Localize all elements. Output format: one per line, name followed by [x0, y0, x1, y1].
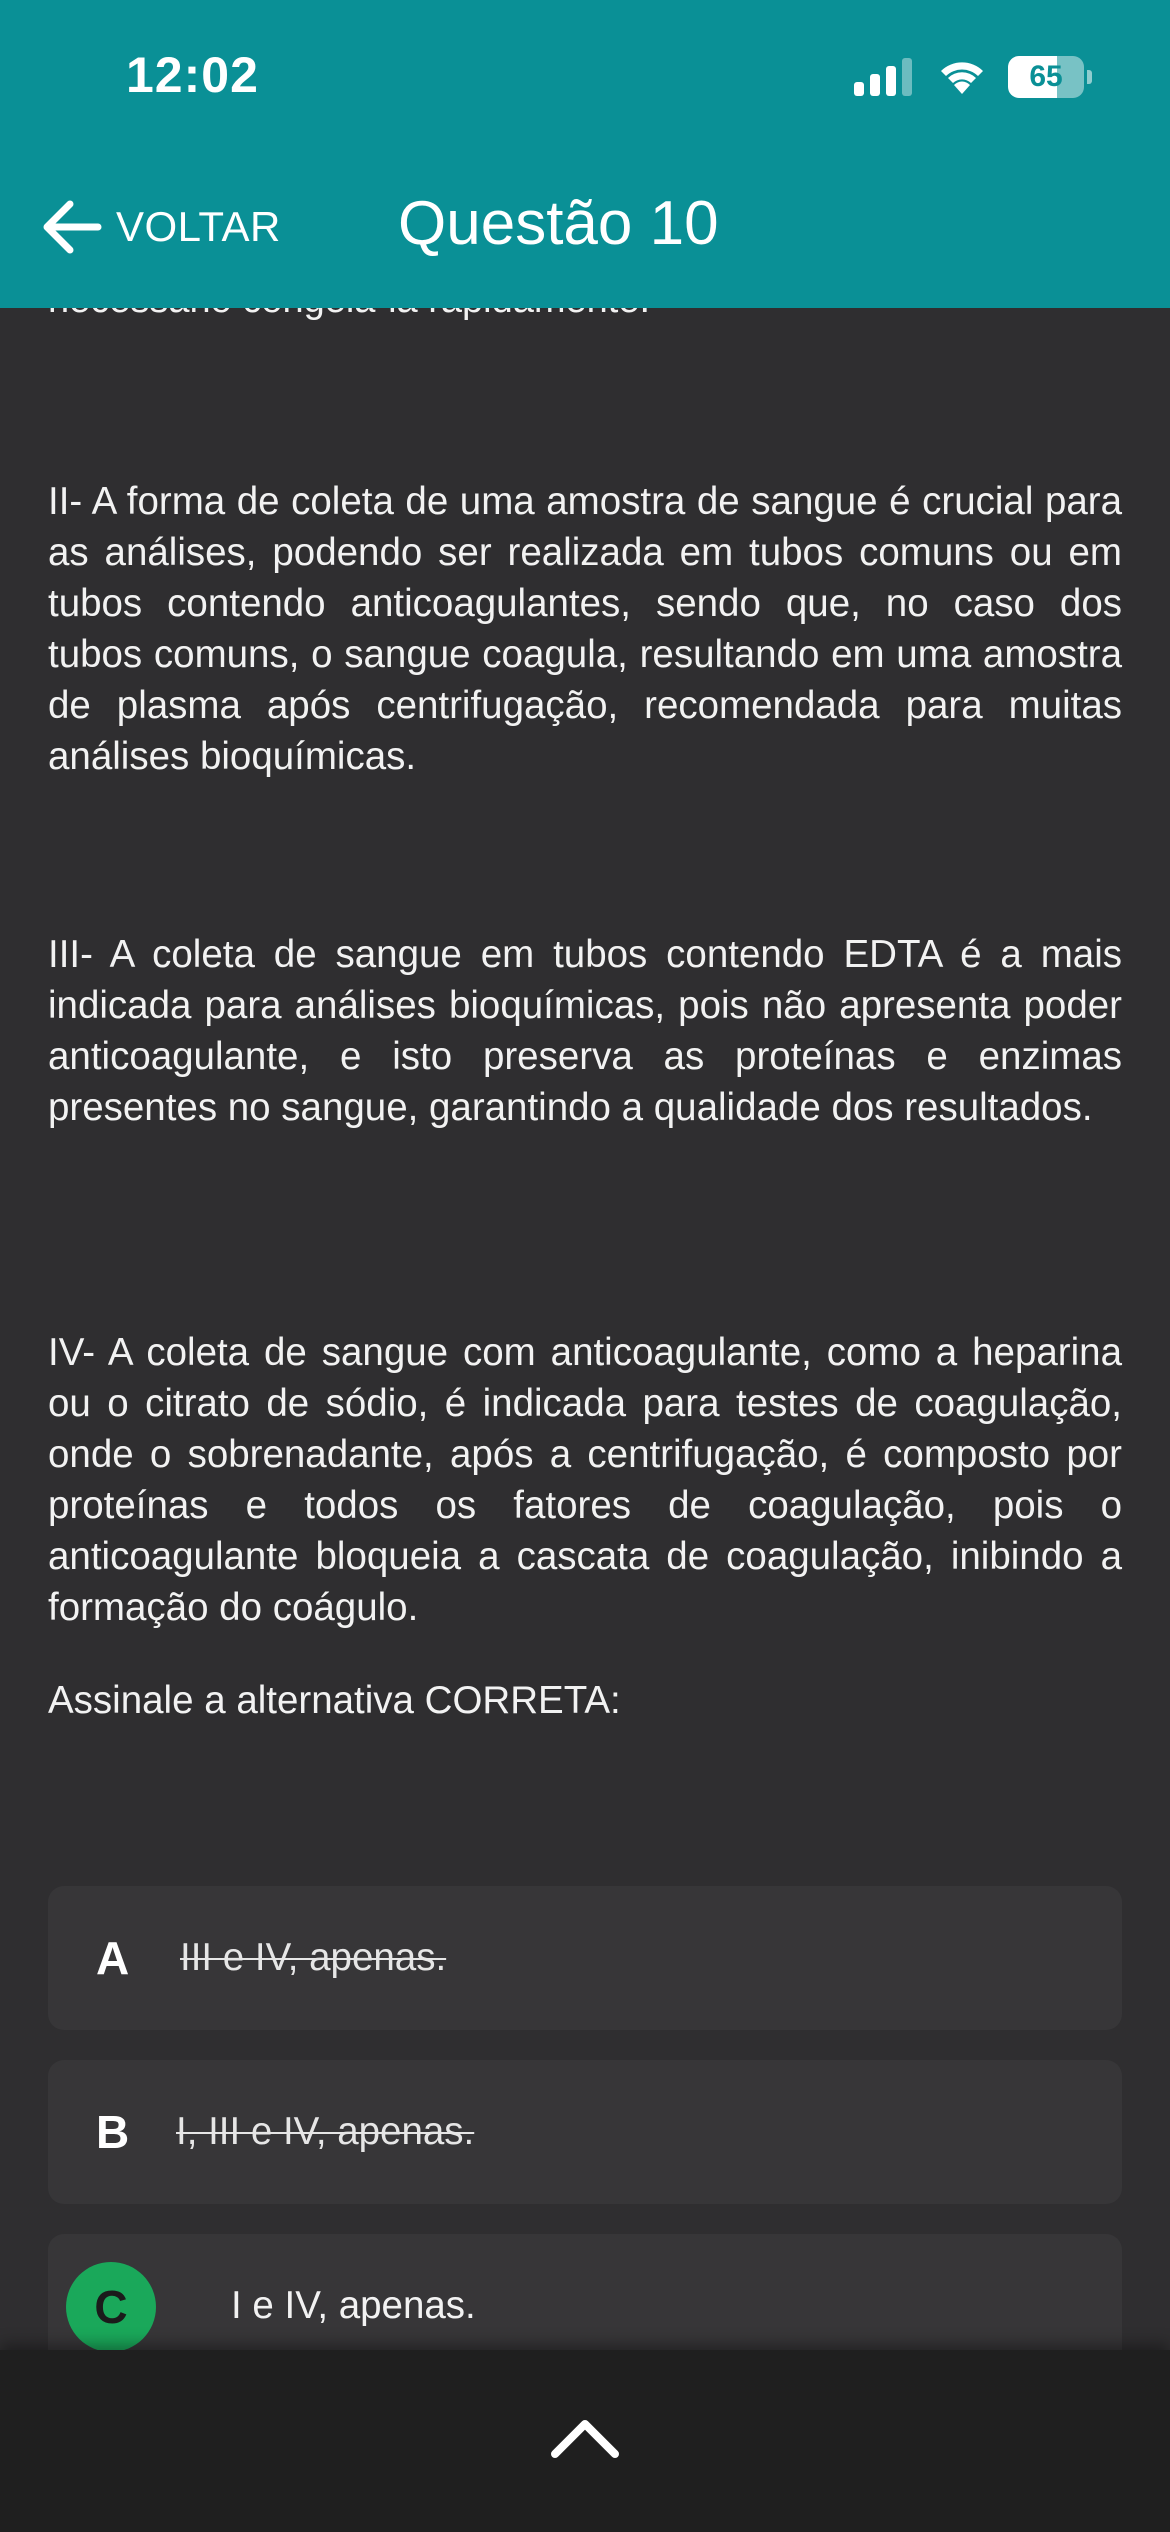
nav-bar — [0, 170, 1170, 280]
statement-iv: IV- A coleta de sangue com anticoagulante, como a heparina ou o citrato de sódio, é indicada para testes de coagulação, onde o sobrenadante, após a centrifugação, é composto por proteínas e todos os fatores de coagulação, pois o anticoagulante bloqueia a cascata de coagulação, inibindo a formação do coágulo. — [48, 1331, 1122, 1629]
back-label: VOLTAR — [116, 203, 281, 250]
back-arrow-icon — [40, 199, 102, 255]
option-b[interactable] — [48, 2060, 1122, 2204]
option-letter: B — [96, 2106, 130, 2158]
option-letter: A — [96, 1932, 130, 1984]
statement-ii: II- A forma de coleta de uma amostra de sangue é crucial para as análises, podendo ser realizada em tubos comuns ou em tubos contendo anticoagulantes, sendo que, no caso dos tubos comuns, o sangue coagula, resultando em uma amostra de plasma após centrifugação, recomendada para muitas análises bioquímicas. — [48, 480, 1122, 778]
battery-icon — [1008, 56, 1092, 98]
battery-cap — [1087, 70, 1092, 84]
option-text: I, III e IV, apenas. — [176, 2110, 475, 2153]
status-time: 12:02 — [126, 47, 259, 103]
chevron-up-icon[interactable] — [545, 2410, 625, 2466]
statement-iii: III- A coleta de sangue em tubos contendo EDTA é a mais indicada para análises bioquímicas, pois não apresenta poder anticoagulante, e isto preserva as proteínas e enzimas presentes no sangue, garantindo a qualidade dos resultados. — [48, 933, 1122, 1129]
option-text: III e IV, apenas. — [180, 1936, 447, 1979]
option-a[interactable] — [48, 1886, 1122, 2030]
wifi-icon — [936, 54, 988, 96]
status-bar — [0, 0, 1170, 150]
app-header — [0, 0, 1170, 308]
battery-body — [1008, 56, 1084, 98]
option-text: I e IV, apenas. — [231, 2284, 476, 2327]
question-instruction: Assinale a alternativa CORRETA: — [48, 1679, 621, 1722]
bottom-bar — [0, 2350, 1170, 2532]
battery-level: 65 — [1029, 60, 1063, 93]
page-title: Questão 10 — [398, 189, 719, 258]
back-button[interactable] — [40, 192, 310, 262]
correct-answer-badge: C — [66, 2262, 156, 2352]
signal-icon — [852, 58, 914, 98]
